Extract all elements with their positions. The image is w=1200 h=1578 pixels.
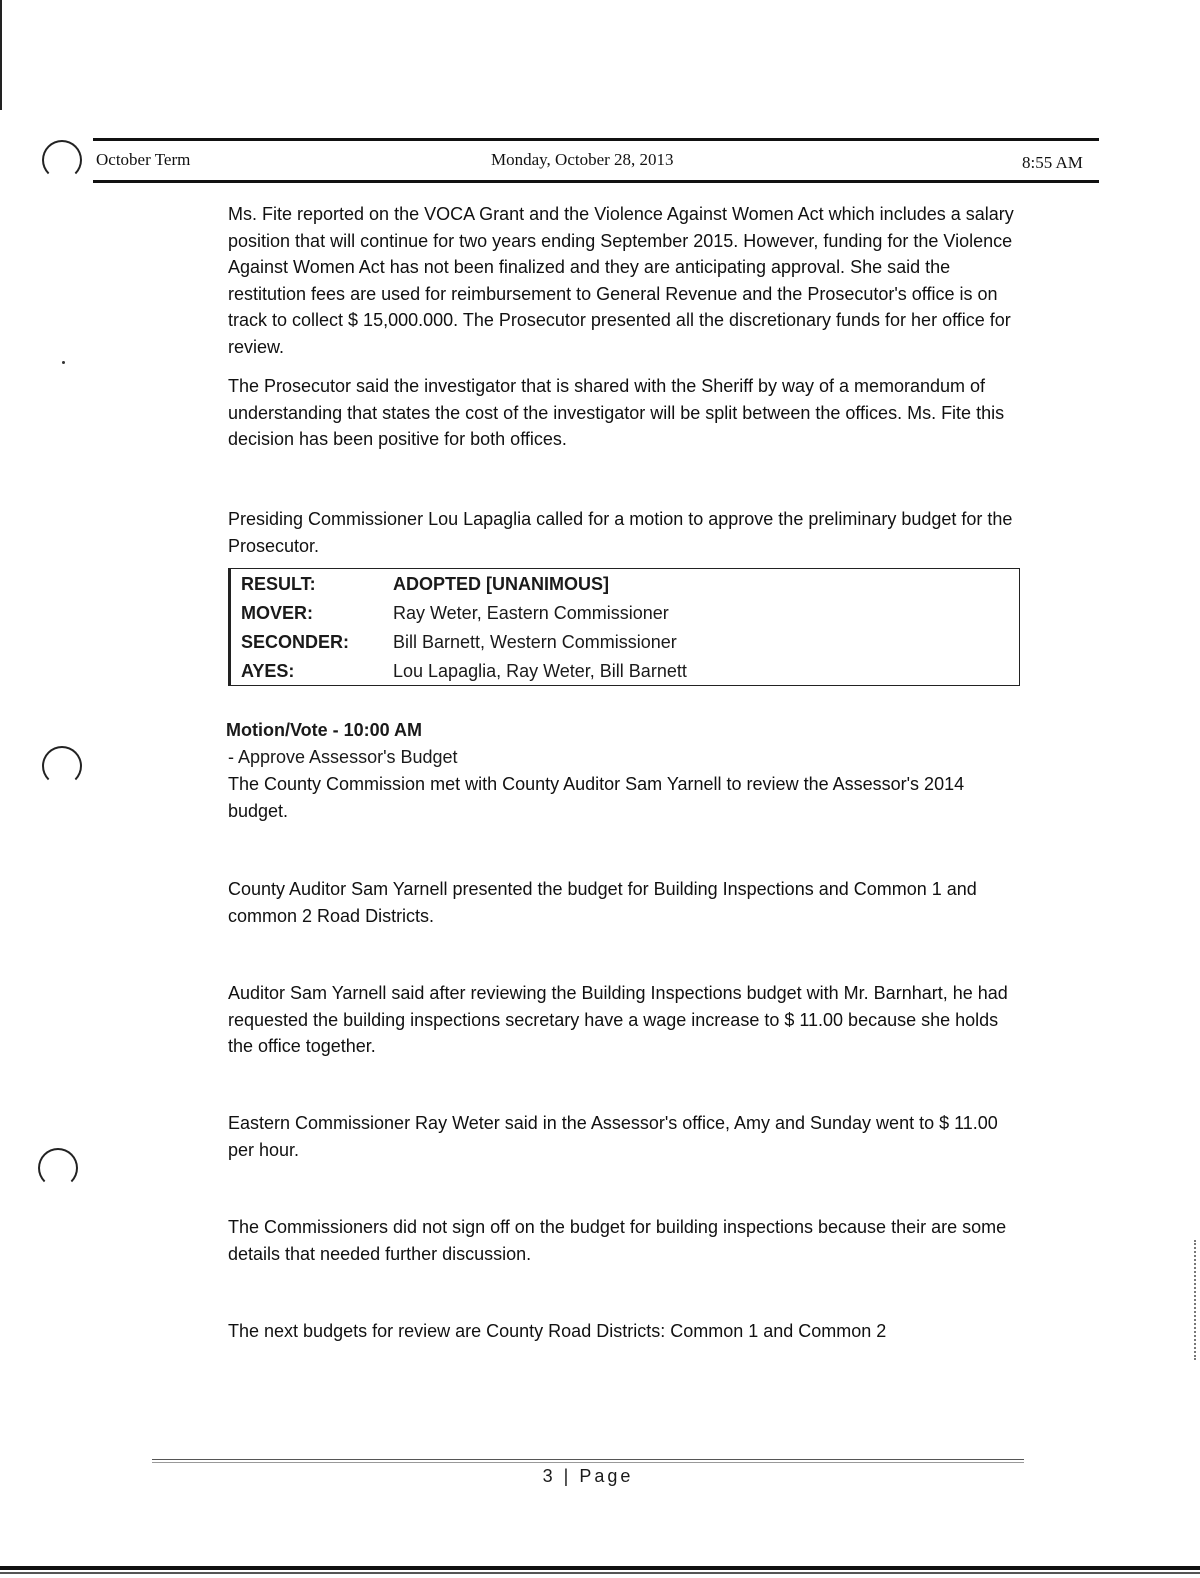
punch-hole-icon — [38, 1148, 78, 1188]
vote-seconder-label: SECONDER: — [241, 632, 350, 652]
punch-hole-icon — [42, 140, 82, 180]
vote-result-label: RESULT: — [241, 574, 316, 594]
punch-hole-icon — [42, 746, 82, 786]
paragraph-motion-call: Presiding Commissioner Lou Lapaglia called for a motion to approve the preliminary budget for the Prosecutor. — [228, 509, 1013, 556]
vote-ayes-value: Lou Lapaglia, Ray Weter, Bill Barnett — [393, 661, 687, 681]
paragraph-next-budgets: The next budgets for review are County Road Districts: Common 1 and Common 2 — [228, 1321, 887, 1341]
header-time: 8:55 AM — [1022, 153, 1083, 172]
paragraph-assessor-wages: Eastern Commissioner Ray Weter said in the Assessor's office, Amy and Sunday went to $ 11.00 per hour. — [228, 1113, 998, 1160]
vote-ayes-label: AYES: — [241, 661, 295, 681]
scan-edge-right — [1194, 1240, 1198, 1360]
vote-row-result — [231, 570, 1019, 598]
header-rule-top — [93, 138, 1099, 141]
motion-subitem: - Approve Assessor's Budget — [228, 747, 458, 767]
vote-row-ayes — [231, 657, 1019, 685]
scan-speck — [62, 361, 65, 364]
footer-rule-secondary — [152, 1462, 1024, 1463]
scan-edge-bottom — [0, 1566, 1200, 1570]
vote-mover-label: MOVER: — [241, 603, 313, 623]
page-number: 3 | Page — [542, 1466, 634, 1486]
vote-result-table — [228, 568, 1020, 686]
scan-edge-left — [0, 0, 2, 110]
paragraph-building-inspections: County Auditor Sam Yarnell presented the budget for Building Inspections and Common 1 and common 2 Road Districts. — [228, 879, 977, 926]
header-date: Monday, October 28, 2013 — [491, 150, 674, 169]
header-rule-bottom — [93, 180, 1099, 183]
vote-seconder-value: Bill Barnett, Western Commissioner — [393, 632, 677, 652]
vote-mover-value: Ray Weter, Eastern Commissioner — [393, 603, 669, 623]
vote-result-value: ADOPTED [UNANIMOUS] — [393, 574, 609, 594]
scan-edge-bottom-secondary — [0, 1572, 1200, 1574]
paragraph-sign-off: The Commissioners did not sign off on the budget for building inspections because their are some details that needed further discussion. — [228, 1217, 1007, 1264]
motion-heading: Motion/Vote - 10:00 AM — [226, 720, 423, 740]
footer-rule — [152, 1459, 1024, 1460]
vote-row-seconder — [231, 628, 1019, 656]
paragraph-wage-increase: Auditor Sam Yarnell said after reviewing the Building Inspections budget with Mr. Barnhart, he had requested the building inspections secretary have a wage increase to $ 11.00 because she holds the office together. — [228, 983, 1008, 1056]
vote-row-mover — [231, 599, 1019, 627]
header-term: October Term — [96, 150, 191, 169]
paragraph-voca-grant: Ms. Fite reported on the VOCA Grant and the Violence Against Women Act which includes a salary position that will continue for two years ending September 2015. However, funding for the Violence Against Women Act has not been finalized and they are anticipating approval. She said the restitution fees are used for reimbursement to General Revenue and the Prosecutor's office is on track to collect $ 15,000.000. The Prosecutor presented all the discretionary funds for her office for review. — [228, 204, 1014, 357]
paragraph-investigator: The Prosecutor said the investigator that is shared with the Sheriff by way of a memorandum of understanding that states the cost of the investigator will be split between the offices. Ms. Fite this decision has been positive for both offices. — [228, 376, 1005, 449]
paragraph-assessor-review: The County Commission met with County Auditor Sam Yarnell to review the Assessor's 2014 budget. — [228, 774, 965, 821]
